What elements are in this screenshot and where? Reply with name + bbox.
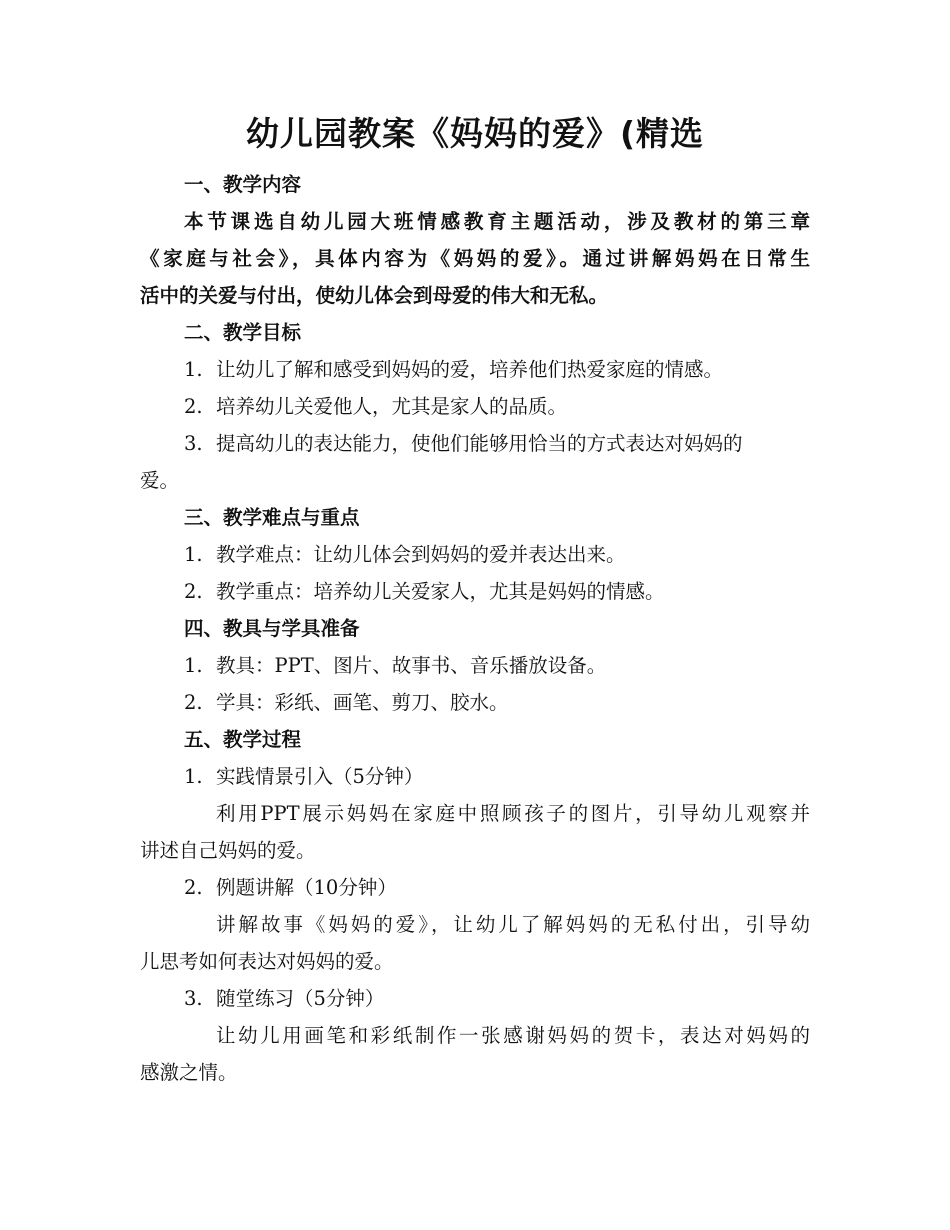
- list-text: 提高幼儿的表达能力，使他们能够用恰当的方式表达对妈妈的: [216, 432, 743, 455]
- list-item-continuation: 爱。: [140, 469, 180, 492]
- list-item: [184, 356, 854, 384]
- paragraph-line: 活中的关爱与付出，使幼儿体会到母爱的伟大和无私。: [140, 284, 609, 307]
- step-description-line: 讲解故事《妈妈的爱》，让幼儿了解妈妈的无私付出，引导幼: [216, 913, 810, 936]
- list-text: 教具：PPT、图片、故事书、音乐播放设备。: [216, 654, 607, 677]
- list-number: 2.: [184, 580, 203, 603]
- document-title: 幼儿园教案《妈妈的爱》(精选: [245, 114, 705, 153]
- step-number: 1.: [184, 765, 203, 788]
- list-number: 2.: [184, 395, 203, 418]
- list-text: 学具：彩纸、画笔、剪刀、胶水。: [216, 691, 509, 714]
- list-item: [184, 393, 854, 421]
- list-item: [184, 652, 854, 680]
- list-number: 1.: [184, 358, 203, 381]
- step-label: 随堂练习（5分钟）: [216, 987, 385, 1010]
- section-heading-content: 一、教学内容: [184, 173, 302, 196]
- step-item: [184, 985, 854, 1013]
- step-item: [184, 763, 854, 791]
- step-number: 2.: [184, 876, 203, 899]
- step-description-line: 让幼儿用画笔和彩纸制作一张感谢妈妈的贺卡，表达对妈妈的: [216, 1024, 810, 1047]
- step-number: 3.: [184, 987, 203, 1010]
- step-item: [184, 874, 854, 902]
- step-description-line: 讲述自己妈妈的爱。: [140, 839, 316, 862]
- section-heading-materials: 四、教具与学具准备: [184, 617, 360, 640]
- section-heading-difficulties: 三、教学难点与重点: [184, 506, 360, 529]
- list-text: 教学难点：让幼儿体会到妈妈的爱并表达出来。: [216, 543, 626, 566]
- section-heading-process: 五、教学过程: [184, 728, 302, 751]
- list-number: 1.: [184, 654, 203, 677]
- list-text: 让幼儿了解和感受到妈妈的爱，培养他们热爱家庭的情感。: [216, 358, 724, 381]
- list-item: [184, 689, 854, 717]
- list-item: [184, 541, 854, 569]
- step-label: 实践情景引入（5分钟）: [216, 765, 424, 788]
- step-description-line: 感激之情。: [140, 1061, 238, 1084]
- step-label: 例题讲解（10分钟）: [216, 876, 397, 899]
- paragraph-line: 本节课选自幼儿园大班情感教育主题活动，涉及教材的第三章: [184, 210, 810, 233]
- list-number: 1.: [184, 543, 203, 566]
- list-number: 2.: [184, 691, 203, 714]
- step-description-line: 利用PPT展示妈妈在家庭中照顾孩子的图片，引导幼儿观察并: [216, 802, 810, 825]
- list-item: [184, 578, 854, 606]
- list-text: 培养幼儿关爱他人，尤其是家人的品质。: [216, 395, 568, 418]
- step-description-line: 儿思考如何表达对妈妈的爱。: [140, 950, 394, 973]
- list-item: [184, 430, 854, 458]
- list-text: 教学重点：培养幼儿关爱家人，尤其是妈妈的情感。: [216, 580, 665, 603]
- list-number: 3.: [184, 432, 203, 455]
- paragraph-line: 《家庭与社会》，具体内容为《妈妈的爱》。通过讲解妈妈在日常生: [140, 247, 810, 270]
- section-heading-objectives: 二、教学目标: [184, 321, 302, 344]
